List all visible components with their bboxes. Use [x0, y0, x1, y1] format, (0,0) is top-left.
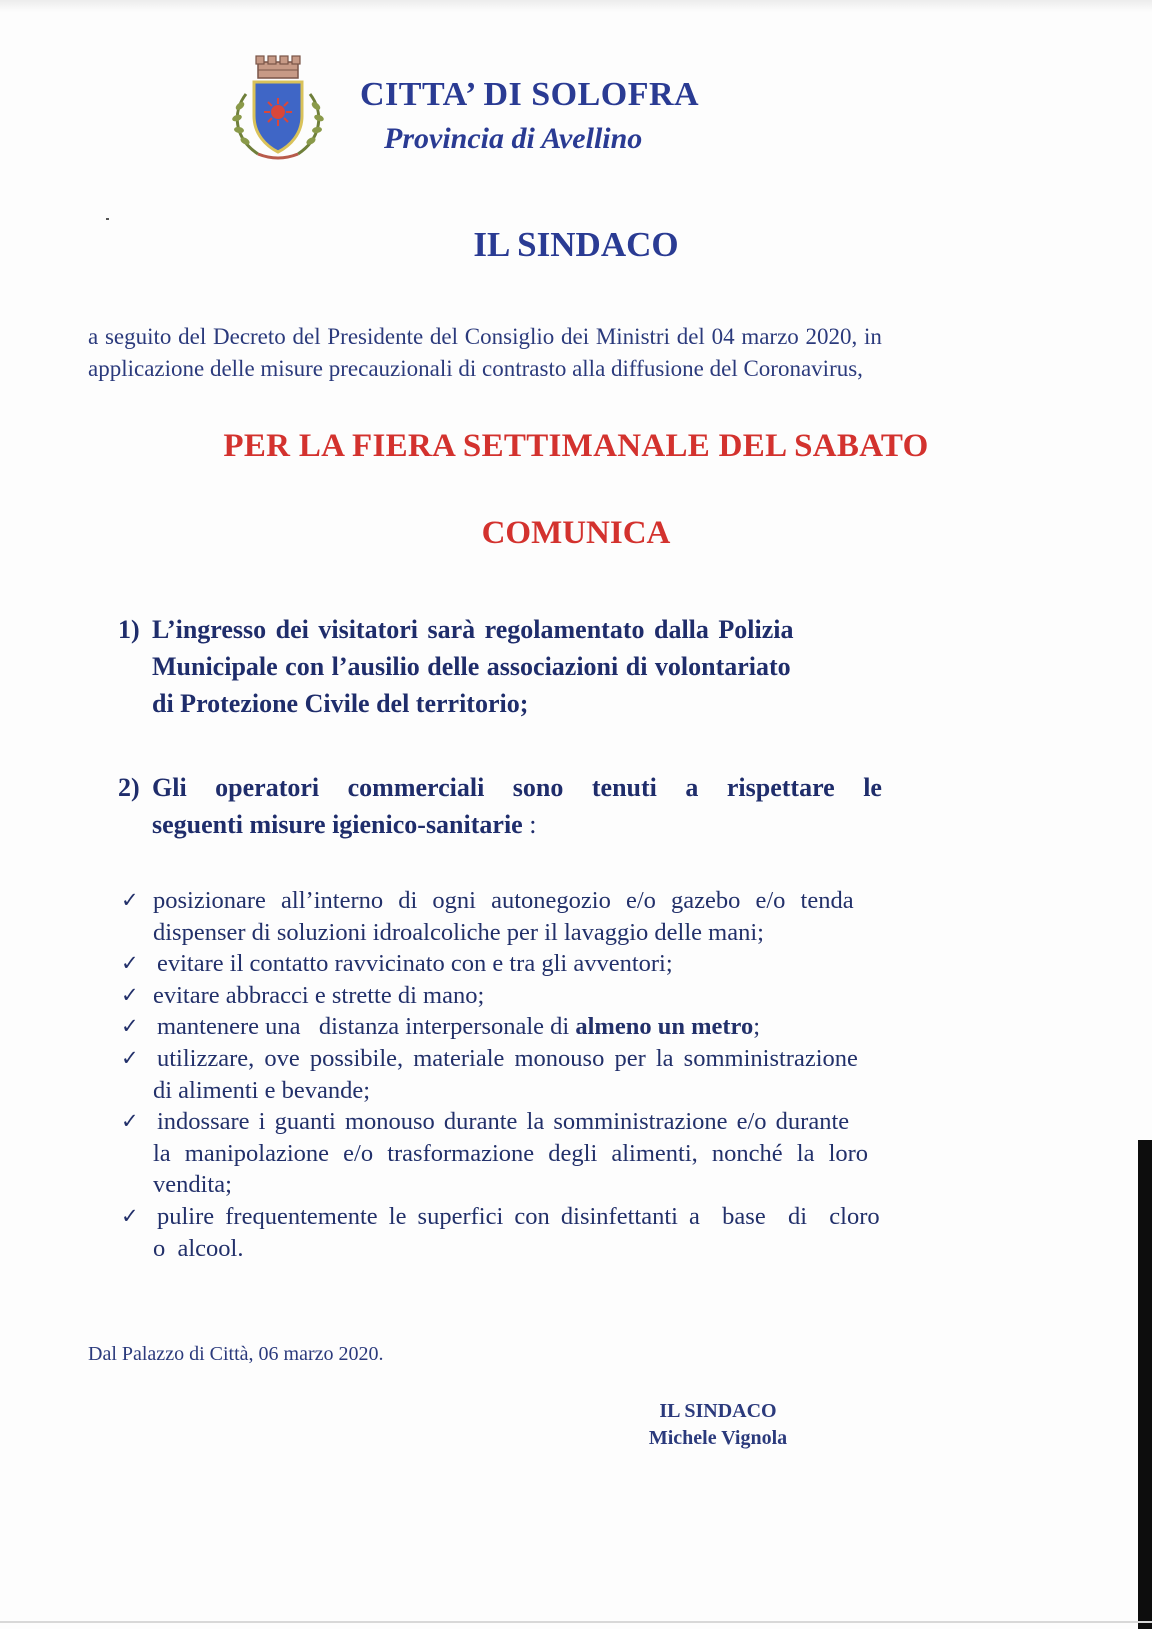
- checklist-line: vendita;: [153, 1171, 232, 1199]
- intro-line-2: applicazione delle misure precauzionali di contrasto alla diffusione del Coronavirus,: [88, 356, 863, 381]
- item-line: L’ingresso dei visitatori sarà regolamentato dalla Polizia: [152, 615, 794, 644]
- scan-speck: [106, 218, 109, 220]
- numbered-item-1: [118, 611, 1028, 722]
- item-line-colon: :: [522, 810, 537, 839]
- checklist-line: utilizzare, ove possibile, materiale monouso per la somministrazione: [157, 1044, 858, 1072]
- checklist-item: [121, 948, 1031, 980]
- item-number: 1): [118, 615, 140, 644]
- numbered-item-2: [118, 769, 1028, 843]
- checklist-item: [121, 885, 1031, 948]
- checklist-line: pulire frequentemente le superfici con disinfettanti a base di cloro: [157, 1202, 880, 1230]
- check-mark-icon: ✓: [121, 1109, 139, 1134]
- checklist-item: [121, 1043, 1031, 1106]
- measures-checklist: [121, 885, 1031, 1264]
- signature-block: [618, 1398, 818, 1452]
- town-coat-of-arms-icon: [224, 54, 332, 164]
- date-place-line: Dal Palazzo di Città, 06 marzo 2020.: [88, 1343, 384, 1365]
- checklist-item: [121, 1011, 1031, 1043]
- checklist-line: di alimenti e bevande;: [153, 1076, 371, 1104]
- check-mark-icon: ✓: [121, 951, 139, 976]
- check-mark-icon: ✓: [121, 1203, 139, 1228]
- checklist-line-text: mantenere una distanza interpersonale di: [157, 1013, 576, 1041]
- checklist-line-end: ;: [753, 1013, 761, 1041]
- checklist-item: [121, 1201, 1031, 1264]
- check-mark-icon: ✓: [121, 1014, 139, 1039]
- item-line: Municipale con l’ausilio delle associazioni di volontariato: [152, 652, 791, 681]
- city-name: CITTA’ DI SOLOFRA: [360, 76, 700, 113]
- fair-heading: PER LA FIERA SETTIMANALE DEL SABATO: [223, 428, 929, 464]
- item-line: [118, 806, 1028, 843]
- checklist-line: la manipolazione e/o trasformazione degli alimenti, nonché la loro: [153, 1139, 869, 1167]
- checklist-line: indossare i guanti monouso durante la somministrazione e/o durante: [157, 1108, 850, 1136]
- checklist-line: evitare abbracci e strette di mano;: [153, 981, 485, 1009]
- checklist-line: posizionare all’interno di ogni autonegozio e/o gazebo e/o tenda: [153, 887, 854, 914]
- province-name: Provincia di Avellino: [384, 122, 643, 155]
- check-mark-icon: ✓: [121, 1045, 139, 1070]
- checklist-line: [153, 1011, 1031, 1043]
- check-mark-icon: ✓: [121, 982, 139, 1007]
- mayor-heading: IL SINDACO: [473, 225, 679, 264]
- checklist-item: [121, 980, 1031, 1012]
- check-mark-icon: ✓: [121, 888, 139, 912]
- scan-bottom-line: [0, 1621, 1152, 1623]
- scan-top-shade: [0, 0, 1152, 12]
- item-line: Gli operatori commerciali sono tenuti a rispettare le: [152, 773, 882, 802]
- item-number: 2): [118, 773, 140, 802]
- checklist-item: [121, 1106, 1031, 1201]
- intro-line-1: a seguito del Decreto del Presidente del Consiglio dei Ministri del 04 marzo 2020, in: [88, 324, 882, 349]
- checklist-line: dispenser di soluzioni idroalcoliche per il lavaggio delle mani;: [153, 918, 764, 946]
- item-line: di Protezione Civile del territorio;: [152, 689, 529, 718]
- signature-title: IL SINDACO: [659, 1400, 777, 1422]
- checklist-line: evitare il contatto ravvicinato con e tra gli avventori;: [157, 950, 673, 978]
- scan-edge-shadow: [1138, 1140, 1152, 1629]
- signature-name: Michele Vignola: [648, 1427, 788, 1449]
- item-line-text: seguenti misure igienico-sanitarie: [152, 810, 523, 839]
- intro-paragraph: [88, 321, 1038, 385]
- checklist-bold-text: almeno un metro: [575, 1013, 754, 1041]
- announces-heading: COMUNICA: [481, 515, 671, 551]
- checklist-line: o alcool.: [153, 1234, 244, 1262]
